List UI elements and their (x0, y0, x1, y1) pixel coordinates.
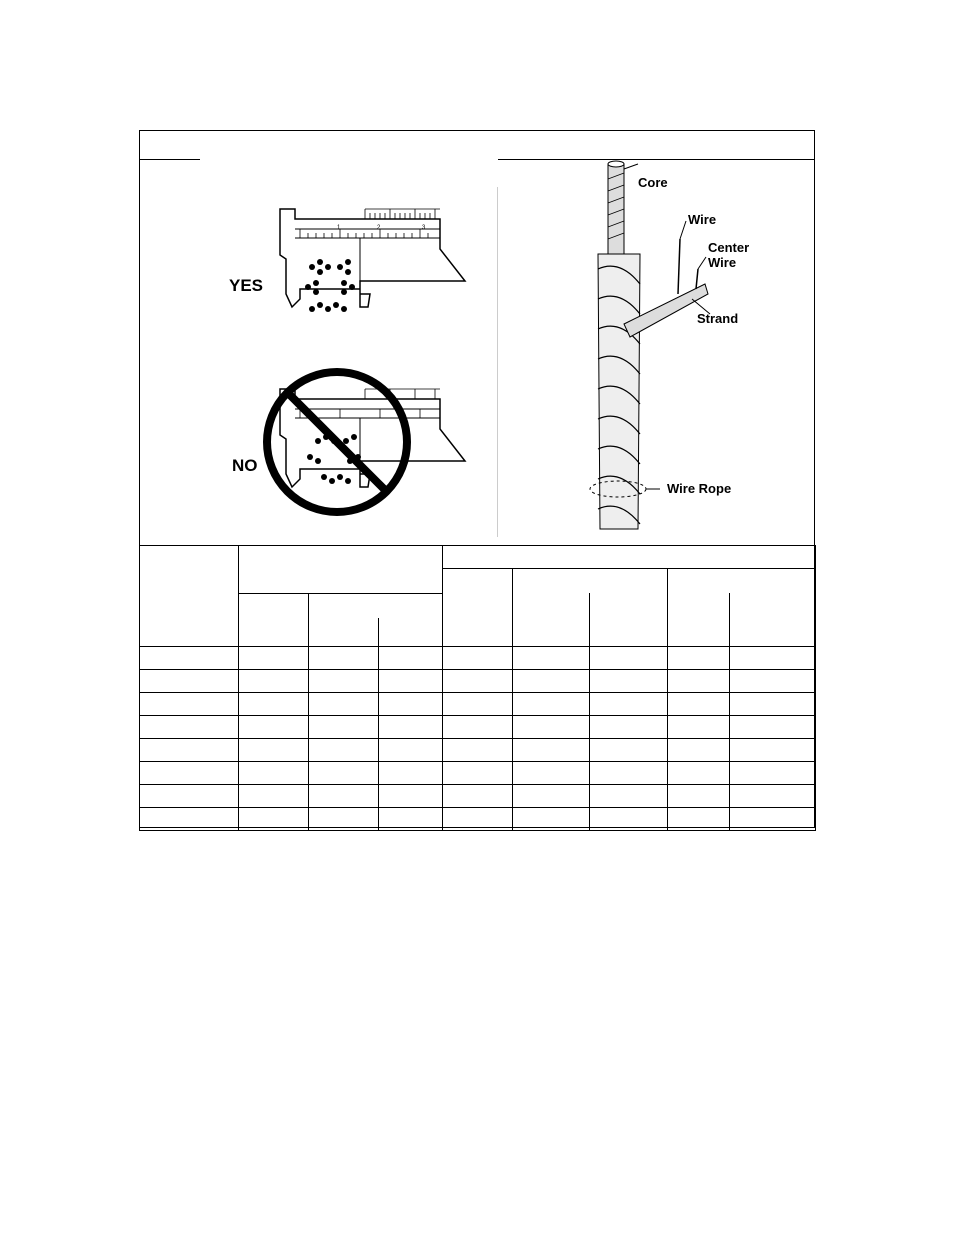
table-cell (379, 739, 443, 762)
label-center-wire-line1: Center (708, 240, 750, 255)
header-cell (443, 569, 513, 647)
wire-rope-illustration (580, 159, 816, 545)
table-cell (443, 693, 513, 716)
table-cell (309, 693, 379, 716)
table-cell (513, 647, 590, 670)
caliper-drawing (200, 159, 498, 545)
table-cell (668, 762, 730, 785)
figure-table-frame (139, 130, 815, 828)
table-cell (443, 647, 513, 670)
header-cell (379, 618, 443, 647)
table-cell (668, 785, 730, 808)
table-cell (309, 670, 379, 693)
table-cell (730, 739, 816, 762)
table-cell (140, 693, 239, 716)
table-cell (668, 693, 730, 716)
table-cell (239, 739, 309, 762)
scale-number-1: 1 (337, 225, 341, 231)
table-cell (590, 716, 668, 739)
header-cell (730, 593, 816, 647)
header-cell (309, 593, 443, 618)
table-cell (513, 670, 590, 693)
table-cell (140, 762, 239, 785)
table-cell (590, 693, 668, 716)
label-wire-rope: Wire Rope (667, 481, 732, 496)
header-cell (239, 593, 309, 647)
table-cell (590, 808, 668, 831)
table-cell (590, 785, 668, 808)
table-cell (140, 739, 239, 762)
table-row (140, 739, 816, 762)
table-cell (513, 693, 590, 716)
table-cell (513, 785, 590, 808)
table-cell (379, 808, 443, 831)
table-row (140, 785, 816, 808)
header-cell (513, 593, 590, 647)
table-cell (140, 785, 239, 808)
table-cell (730, 670, 816, 693)
table-row (140, 808, 816, 831)
table-cell (443, 785, 513, 808)
scale-number-3: 3 (422, 225, 426, 231)
label-core: Core (638, 175, 668, 190)
specification-table (139, 545, 816, 831)
table-cell (309, 785, 379, 808)
scale-number-2: 2 (377, 225, 381, 231)
header-cell (513, 569, 668, 594)
table-cell (239, 693, 309, 716)
table-cell (309, 808, 379, 831)
table-cell (239, 647, 309, 670)
table-cell (309, 647, 379, 670)
table-cell (668, 716, 730, 739)
title-row (140, 131, 814, 160)
table-cell (590, 762, 668, 785)
header-cell (140, 546, 239, 647)
table-cell (590, 739, 668, 762)
table-cell (668, 670, 730, 693)
table-cell (239, 716, 309, 739)
table-cell (239, 670, 309, 693)
table-cell (730, 716, 816, 739)
table-cell (730, 762, 816, 785)
table-cell (379, 647, 443, 670)
table-cell (730, 808, 816, 831)
label-wire: Wire (688, 212, 717, 227)
table-cell (513, 716, 590, 739)
label-yes: YES (229, 276, 264, 295)
table-cell (239, 808, 309, 831)
table-cell (140, 808, 239, 831)
label-no: NO (232, 456, 258, 475)
header-cell (590, 593, 668, 647)
table-cell (668, 808, 730, 831)
table-cell (379, 762, 443, 785)
table-cell (443, 670, 513, 693)
figure-divider (497, 187, 498, 537)
table-row (140, 670, 816, 693)
caliper-illustration (200, 159, 498, 545)
table-cell (239, 762, 309, 785)
table-row (140, 647, 816, 670)
table-cell (513, 808, 590, 831)
table-cell (443, 716, 513, 739)
label-center-wire-line2: Wire (708, 255, 737, 270)
table-cell (379, 670, 443, 693)
table-row (140, 716, 816, 739)
table-cell (309, 762, 379, 785)
table-cell (309, 716, 379, 739)
table-cell (730, 647, 816, 670)
table-cell (379, 716, 443, 739)
figure-area (140, 159, 814, 545)
table-cell (730, 693, 816, 716)
header-cell (239, 546, 443, 594)
table-cell (513, 739, 590, 762)
table-cell (379, 693, 443, 716)
header-cell (309, 618, 379, 647)
table-cell (668, 739, 730, 762)
table-row (140, 762, 816, 785)
header-cell (443, 546, 816, 569)
header-cell (668, 593, 730, 647)
table-cell (668, 647, 730, 670)
table-header-row (140, 546, 816, 569)
table-cell (140, 716, 239, 739)
table-cell (140, 647, 239, 670)
table-row (140, 693, 816, 716)
table-cell (730, 785, 816, 808)
table-cell (443, 739, 513, 762)
table-cell (239, 785, 309, 808)
header-cell (668, 569, 816, 594)
table-cell (590, 647, 668, 670)
table-cell (590, 670, 668, 693)
table-cell (443, 808, 513, 831)
table-cell (443, 762, 513, 785)
table-cell (513, 762, 590, 785)
table-cell (140, 670, 239, 693)
table-cell (379, 785, 443, 808)
table-cell (309, 739, 379, 762)
label-strand: Strand (697, 311, 739, 326)
